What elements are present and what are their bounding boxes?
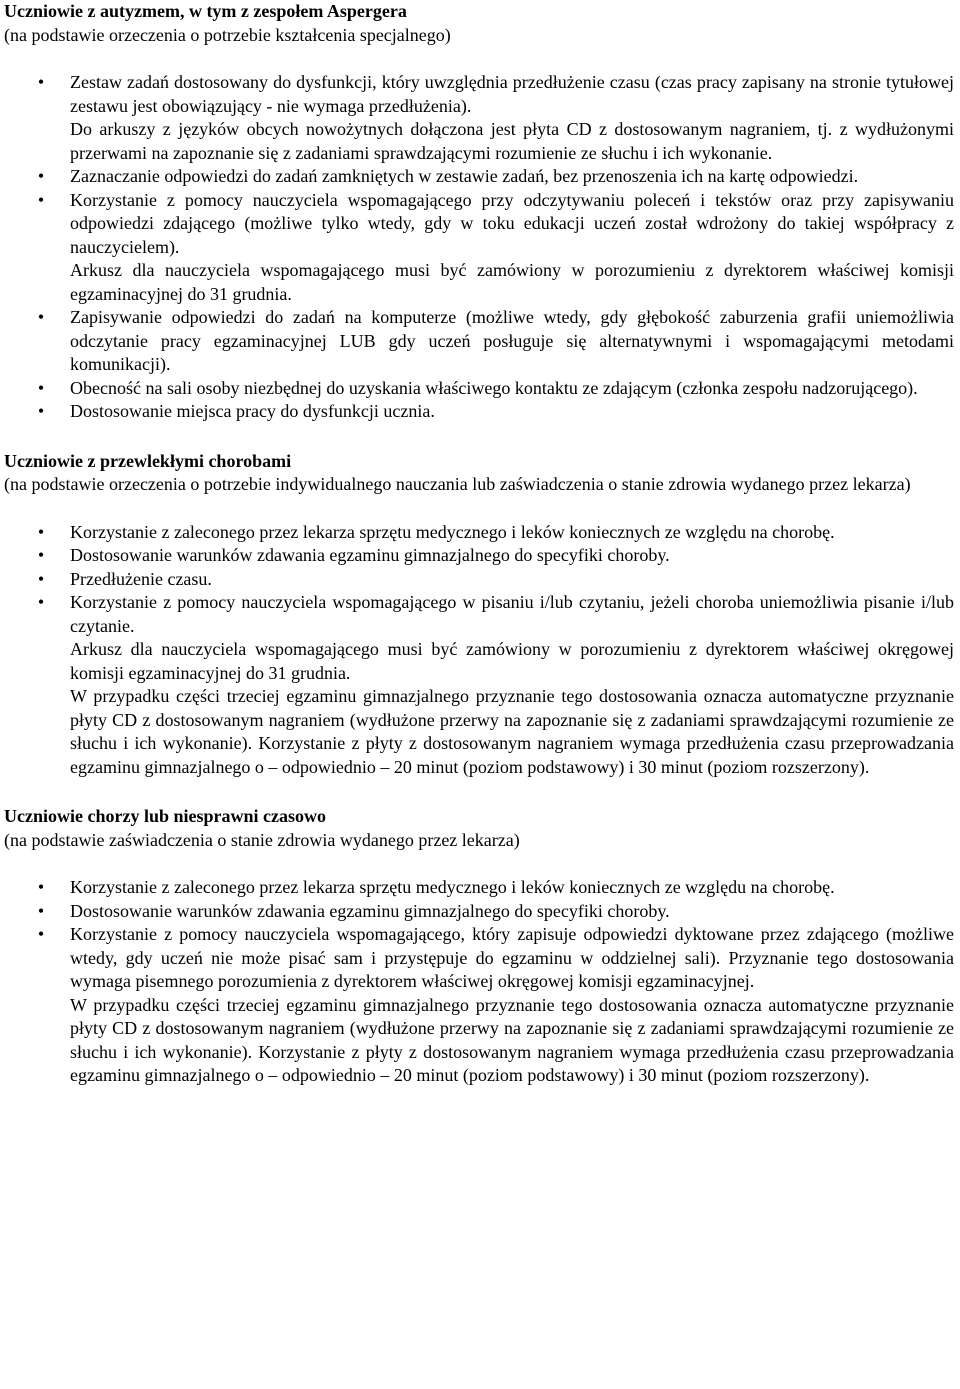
section-autism (4, 0, 954, 424)
bullet-icon: • (37, 377, 45, 398)
bullet-icon: • (37, 521, 45, 542)
list-item (4, 591, 954, 779)
list-item (4, 71, 954, 165)
list-item-text: Dostosowanie warunków zdawania egzaminu gimnazjalnego do specyfiki choroby. (70, 900, 670, 921)
list-item (4, 876, 954, 900)
list-item-text: Korzystanie z pomocy nauczyciela wspomagającego przy odczytywaniu poleceń i tekstów oraz przy zapisywaniu odpowiedzi zdającego (możliwe tylko wtedy, gdy w toku edukacji uczeń został wdrożony do takiej współpracy z nauczycielem). (70, 189, 954, 257)
bullet-icon: • (37, 307, 45, 327)
list-item-text: Korzystanie z pomocy nauczyciela wspomagającego w pisaniu i/lub czytaniu, jeżeli choroba uniemożliwia pisanie i/lub czytanie. (70, 592, 954, 636)
list-item-text: Dostosowanie warunków zdawania egzaminu gimnazjalnego do specyfiki choroby. (70, 545, 670, 565)
section-subtitle: (na podstawie orzeczenia o potrzebie indywidualnego nauczania lub zaświadczenia o stanie zdrowia wydanego przez lekarza) (4, 474, 911, 494)
list-item (4, 544, 954, 568)
section-temporarily-ill (4, 805, 954, 1088)
list-item (4, 189, 954, 307)
list-item-text: Arkusz dla nauczyciela wspomagającego musi być zamówiony w porozumieniu z dyrektorem właściwej komisji egzaminacyjnej do 31 grudnia. (70, 260, 954, 304)
list-item-text: Korzystanie z pomocy nauczyciela wspomagającego, który zapisuje odpowiedzi dyktowane przez zdającego (możliwe wtedy, gdy uczeń nie może pisać sam i przystępuje do egzaminu w oddzielnej sali). Przyznanie tego dostosowania wymaga pisemnego porozumienia z dyrektorem właściwej okręgowej komisji egzaminacyjnej. (70, 924, 954, 991)
list-item-text: Dostosowanie miejsca pracy do dysfunkcji ucznia. (70, 401, 435, 421)
bullet-icon: • (37, 592, 45, 612)
list-item (4, 377, 954, 401)
list-item-text: Obecność na sali osoby niezbędnej do uzyskania właściwego kontaktu ze zdającym (członka zespołu nadzorującego). (70, 377, 918, 398)
list-item-text: Korzystanie z zaleconego przez lekarza sprzętu medycznego i leków koniecznych ze względu na chorobę. (70, 877, 835, 897)
list-item-text: Zaznaczanie odpowiedzi do zadań zamkniętych w zestawie zadań, bez przenoszenia ich na kartę odpowiedzi. (70, 166, 859, 186)
bullet-list (4, 876, 954, 1088)
section-subtitle: (na podstawie zaświadczenia o stanie zdrowia wydanego przez lekarza) (4, 829, 520, 850)
list-item-text: W przypadku części trzeciej egzaminu gimnazjalnego przyznanie tego dostosowania oznacza automatyczne przyznanie płyty CD z dostosowanym nagraniem (wydłużone przerwy na zapoznanie się z zadaniami sprawdzającymi rozumienie ze słuchu i ich wykonanie). Korzystanie z płyty z dostosowanym nagraniem wymaga przedłużenia czasu przeprowadzania egzaminu gimnazjalnego o – odpowiednio – 20 minut (poziom podstawowy) i 30 minut (poziom rozszerzony). (70, 686, 954, 777)
list-item-text: Przedłużenie czasu. (70, 568, 212, 589)
bullet-icon: • (37, 924, 45, 944)
list-item (4, 568, 954, 592)
list-item (4, 306, 954, 377)
section-chronic-illness (4, 450, 954, 780)
list-item-text: W przypadku części trzeciej egzaminu gimnazjalnego przyznanie tego dostosowania oznacza automatyczne przyznanie płyty CD z dostosowanym nagraniem (wydłużone przerwy na zapoznanie się z zadaniami sprawdzającymi rozumienie ze słuchu i ich wykonanie). Korzystanie z płyty z dostosowanym nagraniem wymaga przedłużenia czasu przeprowadzania egzaminu gimnazjalnego o – odpowiednio – 20 minut (poziom podstawowy) i 30 minut (poziom rozszerzony). (70, 994, 954, 1085)
bullet-icon: • (37, 189, 45, 210)
bullet-icon: • (37, 900, 45, 921)
bullet-icon: • (37, 401, 45, 421)
list-item-text: Zestaw zadań dostosowany do dysfunkcji, który uwzględnia przedłużenie czasu (czas pracy zapisany na stronie tytułowej zestawu jest obowiązujący - nie wymaga przedłużenia). (70, 72, 954, 116)
list-item (4, 521, 954, 545)
bullet-icon: • (37, 568, 45, 589)
bullet-icon: • (37, 545, 45, 565)
list-item-text: Do arkuszy z języków obcych nowożytnych dołączona jest płyta CD z dostosowanym nagraniem, tj. z wydłużonymi przerwami na zapoznanie się z zadaniami sprawdzającymi rozumienie ze słuchu i ich wykonanie. (70, 119, 954, 163)
list-item-text: Arkusz dla nauczyciela wspomagającego musi być zamówiony w porozumieniu z dyrektorem właściwej okręgowej komisji egzaminacyjnej do 31 grudnia. (70, 639, 954, 683)
list-item-text: Zapisywanie odpowiedzi do zadań na komputerze (możliwe wtedy, gdy głębokość zaburzenia grafii uniemożliwia odczytanie pracy egzaminacyjnej LUB gdy uczeń posługuje się alternatywnymi i wspomagającymi metodami komunikacji). (70, 307, 954, 374)
bullet-list (4, 521, 954, 780)
bullet-icon: • (37, 72, 45, 92)
bullet-icon: • (37, 166, 45, 186)
list-item (4, 923, 954, 1088)
bullet-list (4, 71, 954, 424)
section-subtitle: (na podstawie orzeczenia o potrzebie kształcenia specjalnego) (4, 24, 451, 45)
list-item (4, 900, 954, 924)
section-title: Uczniowie chorzy lub niesprawni czasowo (4, 806, 326, 826)
list-item-text: Korzystanie z zaleconego przez lekarza sprzętu medycznego i leków koniecznych ze względu na chorobę. (70, 521, 835, 542)
list-item (4, 400, 954, 424)
section-title: Uczniowie z autyzmem, w tym z zespołem Aspergera (4, 1, 407, 21)
list-item (4, 165, 954, 189)
section-title: Uczniowie z przewlekłymi chorobami (4, 450, 292, 471)
bullet-icon: • (37, 877, 45, 897)
